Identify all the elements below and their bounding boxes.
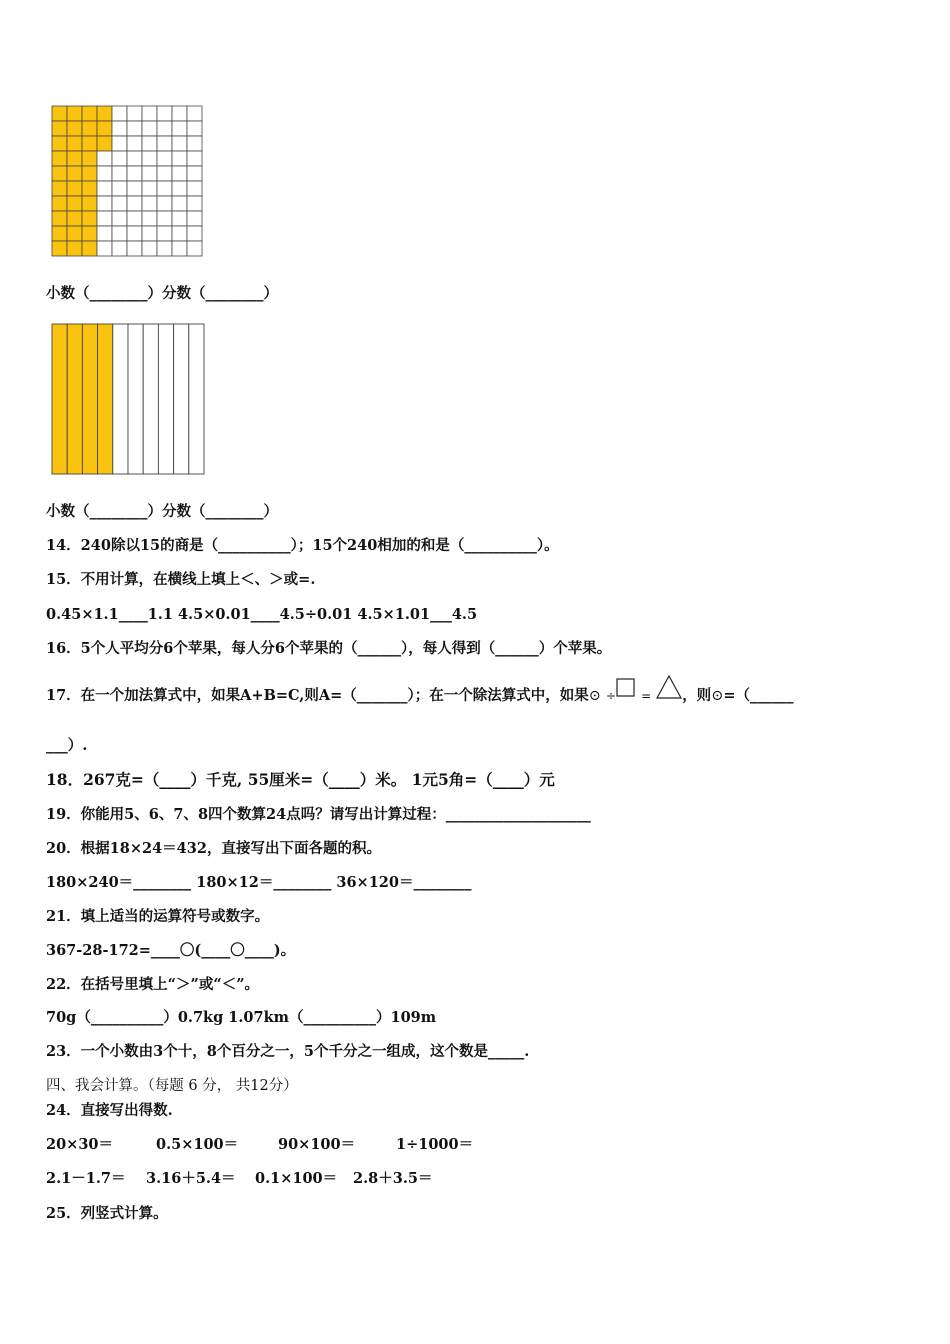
strip: [113, 324, 128, 474]
strip-filled: [98, 324, 113, 474]
grid-cell: [142, 181, 157, 196]
grid-cell: [187, 211, 202, 226]
question-17-part3: =（______: [723, 687, 794, 704]
grid-cell: [142, 151, 157, 166]
grid-cell: [142, 196, 157, 211]
hundred-grid-svg: [50, 104, 204, 258]
grid-cell: [172, 121, 187, 136]
question-21: 21．填上适当的运算符号或数字。: [46, 908, 270, 925]
grid-cell-filled: [52, 166, 67, 181]
grid-cell: [187, 121, 202, 136]
grid-cell: [172, 106, 187, 121]
grid-cell-filled: [52, 196, 67, 211]
grid-cell-filled: [67, 121, 82, 136]
equals-sign: =: [641, 689, 652, 703]
question-17: [46, 686, 794, 706]
grid-cell: [127, 226, 142, 241]
grid-cell: [157, 241, 172, 256]
question-17-part2: ，则: [682, 687, 712, 704]
calc-item: 2.8＋3.5＝: [353, 1170, 433, 1187]
grid-cell: [172, 166, 187, 181]
question-16: 16．5个人平均分6个苹果，每人分6个苹果的（______），每人得到（______）个苹果。: [46, 640, 612, 657]
grid-cell-filled: [97, 136, 112, 151]
grid-cell: [112, 166, 127, 181]
question-20: 20．根据18×24＝432，直接写出下面各题的积。: [46, 840, 381, 857]
grid-cell: [112, 106, 127, 121]
grid-cell: [142, 106, 157, 121]
grid-cell-filled: [67, 106, 82, 121]
dot-circle-symbol: ⊙: [588, 688, 601, 704]
strip: [189, 324, 204, 474]
grid-cell: [112, 136, 127, 151]
grid-cell-filled: [82, 121, 97, 136]
question-25: 25．列竖式计算。: [46, 1205, 168, 1222]
grid-cell: [172, 181, 187, 196]
question-24: 24．直接写出得数.: [46, 1102, 173, 1119]
question-15: 15．不用计算，在横线上填上＜、＞或=.: [46, 571, 316, 588]
grid-cell-filled: [82, 196, 97, 211]
strip-filled: [67, 324, 82, 474]
grid-cell: [127, 121, 142, 136]
grid-cell: [172, 241, 187, 256]
calc-item: 0.1×100＝: [255, 1170, 338, 1187]
grid-cell: [187, 196, 202, 211]
grid-cell: [112, 196, 127, 211]
grid-cell-filled: [67, 241, 82, 256]
grid-cell: [157, 121, 172, 136]
grid-cell: [157, 196, 172, 211]
grid-cell: [97, 226, 112, 241]
grid-cell-filled: [52, 241, 67, 256]
section-4-heading: 四、我会计算。（每题 6 分， 共12分）: [46, 1078, 298, 1094]
figure2-answer-blanks: 小数（________）分数（________）: [46, 503, 278, 520]
grid-cell-filled: [67, 136, 82, 151]
grid-cell: [187, 136, 202, 151]
calc-item: 2.1－1.7＝: [46, 1170, 126, 1187]
grid-cell: [112, 181, 127, 196]
grid-cell-filled: [67, 211, 82, 226]
triangle-icon: [656, 675, 682, 699]
grid-cell: [172, 196, 187, 211]
grid-cell-filled: [82, 181, 97, 196]
grid-cell: [172, 211, 187, 226]
grid-cell: [127, 106, 142, 121]
grid-cell-filled: [52, 181, 67, 196]
question-24-row1: [46, 1135, 473, 1155]
strip: [143, 324, 158, 474]
question-24-row2: [46, 1169, 432, 1189]
question-14: 14．240除以15的商是（__________）；15个240相加的和是（__________）。: [46, 537, 559, 554]
grid-cell-filled: [67, 196, 82, 211]
question-22-items: 70g（__________）0.7kg 1.07km（__________）109m: [46, 1009, 437, 1026]
hundred-grid-figure: [50, 104, 204, 258]
grid-cell-filled: [67, 226, 82, 241]
grid-cell: [112, 121, 127, 136]
grid-cell: [97, 241, 112, 256]
tenths-strip-svg: [50, 322, 208, 478]
grid-cell: [127, 211, 142, 226]
grid-cell-filled: [52, 136, 67, 151]
grid-cell: [97, 166, 112, 181]
question-21-items: 367-28-172=____〇(____〇____)。: [46, 942, 296, 959]
grid-cell: [187, 106, 202, 121]
question-23: 23．一个小数由3个十，8个百分之一，5个千分之一组成，这个数是_____.: [46, 1043, 530, 1060]
grid-cell: [97, 211, 112, 226]
grid-cell: [112, 211, 127, 226]
grid-cell: [157, 226, 172, 241]
grid-cell: [157, 181, 172, 196]
grid-cell: [142, 226, 157, 241]
question-20-items: 180×240＝________ 180×12＝________ 36×120＝________: [46, 874, 472, 891]
grid-cell: [97, 196, 112, 211]
figure1-answer-blanks: 小数（________）分数（________）: [46, 285, 278, 302]
grid-cell: [157, 166, 172, 181]
grid-cell: [97, 181, 112, 196]
strip: [128, 324, 143, 474]
grid-cell: [187, 166, 202, 181]
calc-item: 3.16＋5.4＝: [146, 1170, 236, 1187]
grid-cell-filled: [52, 106, 67, 121]
calc-item: 90×100＝: [278, 1136, 356, 1153]
strip: [174, 324, 189, 474]
calc-item: 0.5×100＝: [156, 1136, 239, 1153]
grid-cell: [157, 151, 172, 166]
grid-cell: [97, 151, 112, 166]
grid-cell: [172, 136, 187, 151]
question-22: 22．在括号里填上“＞”或“＜”。: [46, 976, 260, 993]
grid-cell: [127, 166, 142, 181]
question-17-continuation: ___）.: [46, 737, 88, 754]
grid-cell-filled: [97, 106, 112, 121]
grid-cell: [142, 121, 157, 136]
grid-cell: [112, 226, 127, 241]
question-17-part1: 17．在一个加法算式中，如果A+B=C,则A=（_______）；在一个除法算式中，如果: [46, 687, 589, 704]
grid-cell: [127, 241, 142, 256]
grid-cell: [127, 151, 142, 166]
dot-circle-symbol-2: ⊙: [711, 688, 724, 704]
grid-cell: [157, 136, 172, 151]
grid-cell: [187, 226, 202, 241]
strip-filled: [52, 324, 67, 474]
grid-cell: [157, 211, 172, 226]
question-19: 19．你能用5、6、7、8四个数算24点吗？请写出计算过程：____________________: [46, 806, 591, 823]
grid-cell-filled: [52, 226, 67, 241]
grid-cell: [127, 181, 142, 196]
grid-cell: [142, 211, 157, 226]
grid-cell-filled: [67, 181, 82, 196]
grid-cell: [142, 166, 157, 181]
grid-cell-filled: [82, 211, 97, 226]
question-18: 18．267克=（____）千克, 55厘米=（____）米。 1元5角=（____）元: [46, 770, 555, 789]
grid-cell: [142, 136, 157, 151]
grid-cell: [172, 226, 187, 241]
grid-cell: [187, 241, 202, 256]
grid-cell-filled: [82, 136, 97, 151]
grid-cell: [127, 136, 142, 151]
tenths-strip-figure: [50, 322, 208, 478]
grid-cell-filled: [52, 151, 67, 166]
square-icon: [616, 678, 636, 698]
grid-cell-filled: [82, 241, 97, 256]
grid-cell: [112, 241, 127, 256]
grid-cell: [187, 151, 202, 166]
strip-filled: [82, 324, 97, 474]
grid-cell: [142, 241, 157, 256]
calc-item: 1÷1000＝: [396, 1136, 474, 1153]
grid-cell-filled: [82, 106, 97, 121]
calc-item: 20×30＝: [46, 1136, 114, 1153]
grid-cell: [112, 151, 127, 166]
grid-cell: [127, 196, 142, 211]
grid-cell-filled: [67, 151, 82, 166]
question-15-items: 0.45×1.1____1.1 4.5×0.01____4.5÷0.01 4.5×1.01___4.5: [46, 606, 478, 623]
grid-cell-filled: [97, 121, 112, 136]
grid-cell: [187, 181, 202, 196]
grid-cell-filled: [52, 121, 67, 136]
grid-cell-filled: [67, 166, 82, 181]
grid-cell-filled: [52, 211, 67, 226]
grid-cell: [157, 106, 172, 121]
grid-cell-filled: [82, 166, 97, 181]
grid-cell-filled: [82, 151, 97, 166]
grid-cell-filled: [82, 226, 97, 241]
grid-cell: [172, 151, 187, 166]
strip: [158, 324, 173, 474]
divide-sign: ÷: [605, 689, 616, 703]
